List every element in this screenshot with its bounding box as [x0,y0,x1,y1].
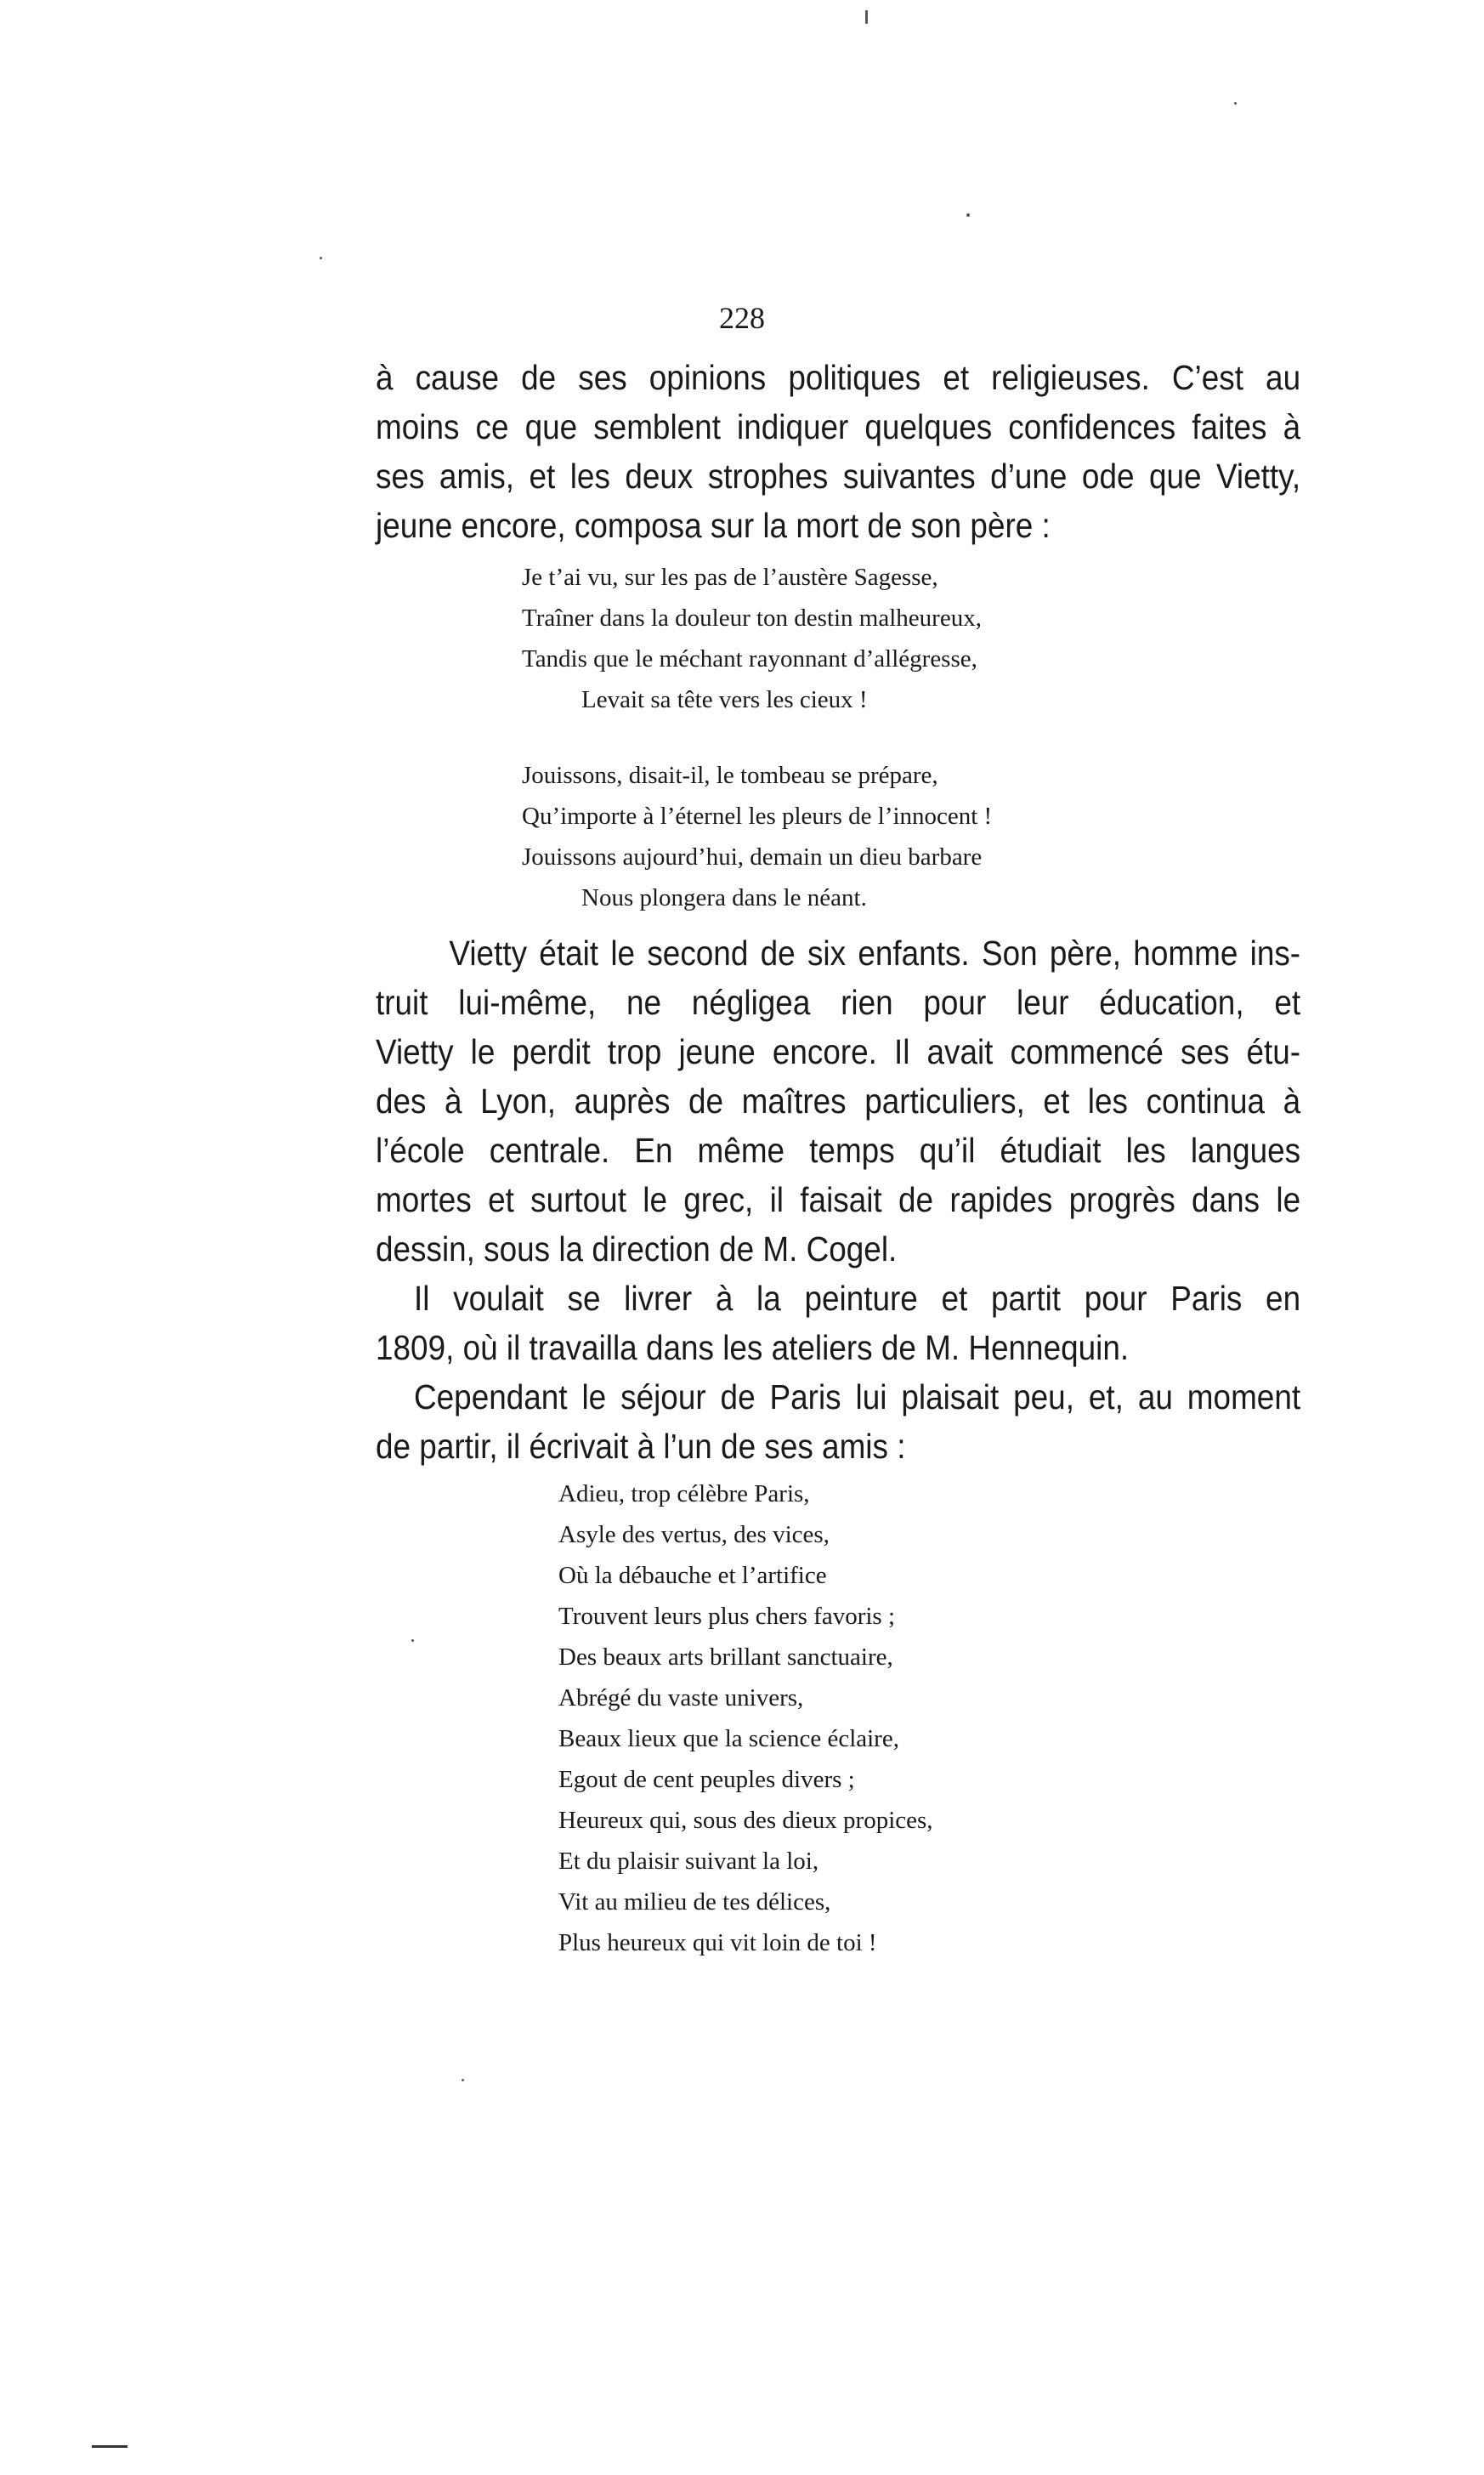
verse-line: Plus heureux qui vit loin de toi ! [558,1929,877,1956]
page-edge-mark [92,2445,127,2448]
scan-speck [320,257,322,259]
text-line: ses amis, et les deux strophes suivantes d’une ode que Vietty, [376,457,1301,496]
paragraph-departure [376,1372,1300,1471]
text-line: mortes et surtout le grec, il faisait de rapides progrès dans le [376,1180,1301,1219]
verse-line: Levait sa tête vers les cieux ! [581,686,868,713]
verse-line: Des beaux arts brillant sanctuaire, [558,1643,893,1671]
verse-line: Trouvent leurs plus chers favoris ; [558,1603,896,1630]
text-line: 1809, où il travailla dans les ateliers de M. Hennequin. [376,1328,1130,1367]
verse-line: Qu’importe à l’éternel les pleurs de l’innocent ! [522,803,993,830]
poem-adieu [558,1473,933,1963]
verse-line: Jouissons, disait-il, le tombeau se prépare, [522,762,938,789]
text-line: truit lui-même, ne négligea rien pour leur éducation, et [376,983,1301,1022]
poem-stanza-1 [522,557,982,720]
text-line: de partir, il écrivait à l’un de ses amis : [376,1427,906,1466]
verse-line: Asyle des vertus, des vices, [558,1521,830,1548]
verse-line: Et du plaisir suivant la loi, [558,1848,819,1875]
verse-line: Beaux lieux que la science éclaire, [558,1725,899,1752]
scan-speck [1234,102,1237,105]
verse-line: Jouissons aujourd’hui, demain un dieu barbare [522,843,983,871]
text-line: Vietty était le second de six enfants. Son père, homme ins- [449,934,1301,973]
page-number: 228 [719,301,765,335]
verse-line: Abrégé du vaste univers, [558,1684,804,1711]
paragraph-intro [376,353,1300,550]
verse-line: Je t’ai vu, sur les pas de l’austère Sagesse, [522,564,938,591]
text-line: Cependant le séjour de Paris lui plaisait peu, et, au moment [414,1377,1301,1416]
scan-speck [966,213,970,217]
text-line: Il voulait se livrer à la peinture et partit pour Paris en [414,1279,1301,1318]
verse-line: Tandis que le méchant rayonnant d’allégresse, [522,645,977,673]
verse-line: Nous plongera dans le néant. [581,884,867,911]
verse-line: Où la débauche et l’artifice [558,1562,827,1589]
verse-line: Heureux qui, sous des dieux propices, [558,1807,933,1834]
paragraph-paris [376,1274,1300,1372]
verse-line: Traîner dans la douleur ton destin malheureux, [522,605,982,632]
text-line: l’école centrale. En même temps qu’il étudiait les langues [376,1131,1301,1170]
poem-stanza-2 [522,755,992,918]
text-line: des à Lyon, auprès de maîtres particuliers, et les continua à [376,1081,1301,1121]
text-line: à cause de ses opinions politiques et religieuses. C’est au [376,358,1301,397]
scan-speck [411,1639,414,1642]
paragraph-bio [376,928,1300,1274]
text-line: jeune encore, composa sur la mort de son père : [376,506,1051,545]
text-line: moins ce que semblent indiquer quelques confidences faites à [376,407,1301,446]
text-line: Vietty le perdit trop jeune encore. Il avait commencé ses étu- [376,1032,1301,1071]
scan-speck [462,2079,464,2081]
verse-line: Adieu, trop célèbre Paris, [558,1480,810,1507]
verse-line: Vit au milieu de tes délices, [558,1888,831,1916]
text-line: dessin, sous la direction de M. Cogel. [376,1229,898,1269]
scan-speck [865,10,868,24]
verse-line: Egout de cent peuples divers ; [558,1766,855,1793]
